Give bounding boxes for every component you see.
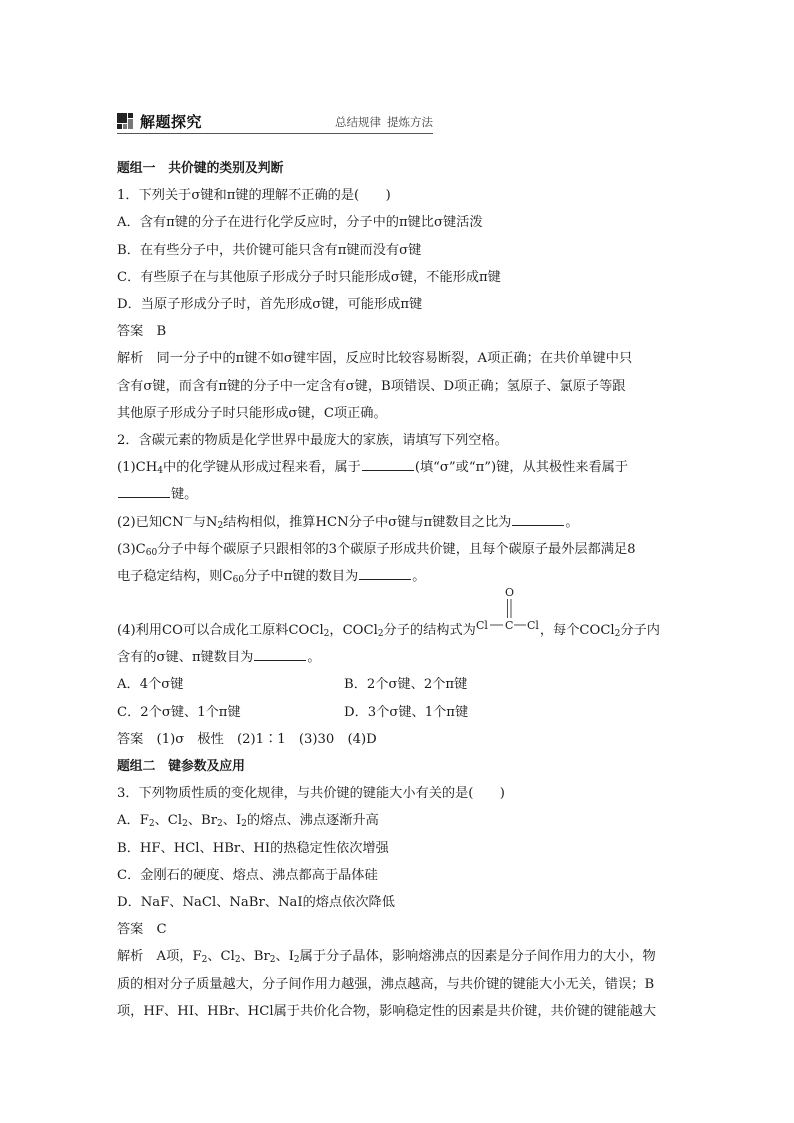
q3-analysis-line-3: 项，HF、HI、HBr、HCl属于共价化合物，影响稳定性的因素是共价键，共价键的键能越大: [117, 1003, 657, 1019]
q2-option-b: B．2个σ键、2个π键: [344, 677, 468, 693]
q3-answer: 答案 C: [117, 922, 167, 938]
group-title-2: 题组二 键参数及应用: [117, 759, 245, 775]
subtitle-summary: 总结规律: [335, 115, 381, 129]
q2-part-1: $(1)CH_4$中的化学键从形成过程来看，属于 (填“σ”或“π”)键，从其极性来看属于: [117, 454, 683, 481]
q2-options-row-1: [117, 671, 683, 698]
svg-text:Cl: Cl: [526, 619, 539, 633]
q2-part-4-cont: 含有的σ键、π键数目为 。: [117, 644, 683, 671]
q1-stem: 1．下列关于σ键和π键的理解不正确的是( ): [117, 188, 391, 204]
svg-text:C: C: [504, 619, 514, 633]
q1-option-a: A．含有π键的分子在进行化学反应时，分子中的π键比σ键活泼: [117, 215, 483, 231]
subtitle-method: 提炼方法: [387, 115, 433, 129]
section-subtitle: [335, 114, 433, 130]
answer-blank[interactable]: [512, 511, 564, 526]
q2-option-d: D．3个σ键、1个π键: [344, 704, 469, 720]
answer-blank[interactable]: [362, 456, 414, 471]
q2-answer: 答案 (1)σ 极性 (2)1∶1 (3)30 (4)D: [117, 731, 377, 747]
q3-option-c: C．金刚石的硬度、熔点、沸点都高于晶体硅: [117, 867, 378, 883]
q2-part-3-cont: 电子稳定结构，则$C_{60}$分子中π键的数目为 。: [117, 563, 683, 590]
answer-blank[interactable]: [118, 483, 170, 498]
q1-analysis-line-2: 含有σ键，而含有π键的分子中一定含有σ键，B项错误、D项正确；氢原子、氯原子等跟: [117, 378, 626, 394]
cocl2-structural-formula: [475, 586, 540, 634]
svg-text:O: O: [504, 586, 514, 600]
group-title-1: 题组一 共价键的类别及判断: [117, 161, 284, 176]
q3-option-b: B．HF、HCl、HBr、HI的热稳定性依次增强: [117, 840, 389, 856]
q3-option-d: D．NaF、NaCl、NaBr、NaI的熔点依次降低: [117, 895, 395, 911]
q2-part-4: (4)利用CO可以合成化工原料COCl$_2$，COCl$_2$分子的结构式为 O Cl C Cl ，每个COCl$_2$分子内: [117, 586, 660, 640]
q1-answer: 答案 B: [117, 324, 167, 340]
square-blocks-icon: [117, 113, 133, 129]
q2-options-row-2: [117, 699, 683, 726]
main-content: [117, 155, 683, 1025]
q2-stem: 2．含碳元素的物质是化学世界中最庞大的家族，请填写下列空格。: [117, 433, 508, 449]
q2-option-a: A．4个σ键: [117, 677, 184, 693]
q2-part-3: $(3)C_{60}$分子中每个碳原子只跟相邻的3个碳原子形成共价键，且每个碳原子最外层都满足8: [117, 541, 636, 558]
q3-option-a: A．$F_2$、$Cl_2$、$Br_2$、$I_2$的熔点、沸点逐渐升高: [117, 813, 379, 830]
q1-option-c: C．有些原子在与其他原子形成分子时只能形成σ键，不能形成π键: [117, 269, 501, 285]
q3-analysis-line-1: 解析 A项，$F_2$、$Cl_2$、$Br_2$、$I_2$属于分子晶体，影响熔沸点的因素是分子间作用力的大小，物: [117, 949, 656, 966]
q1-analysis-line-1: 解析 同一分子中的π键不如σ键牢固，反应时比较容易断裂，A项正确；在共价单键中只: [117, 351, 633, 367]
q1-analysis-line-3: 其他原子形成分子时只能形成σ键，C项正确。: [117, 405, 387, 421]
q2-part-2: (2)已知CN－与$N_2$结构相似，推算HCN分子中σ键与π键数目之比为 。: [117, 509, 683, 536]
q2-part-1-cont: 键。: [117, 481, 683, 508]
q2-option-c: C．2个σ键、1个π键: [117, 704, 241, 720]
section-title: 解题探究: [140, 113, 203, 131]
q1-option-d: D．当原子形成分子时，首先形成σ键，可能形成π键: [117, 297, 423, 313]
svg-text:Cl: Cl: [475, 619, 488, 633]
section-header: [117, 111, 433, 134]
answer-blank[interactable]: [359, 565, 411, 580]
q3-analysis-line-2: 质的相对分子质量越大，分子间作用力越强，沸点越高，与共价键的键能大小无关，错误；B: [117, 976, 655, 992]
q3-stem: 3．下列物质性质的变化规律，与共价键的键能大小有关的是( ): [117, 786, 505, 802]
answer-blank[interactable]: [254, 646, 306, 661]
q1-option-b: B．在有些分子中，共价键可能只含有π键而没有σ键: [117, 242, 422, 258]
